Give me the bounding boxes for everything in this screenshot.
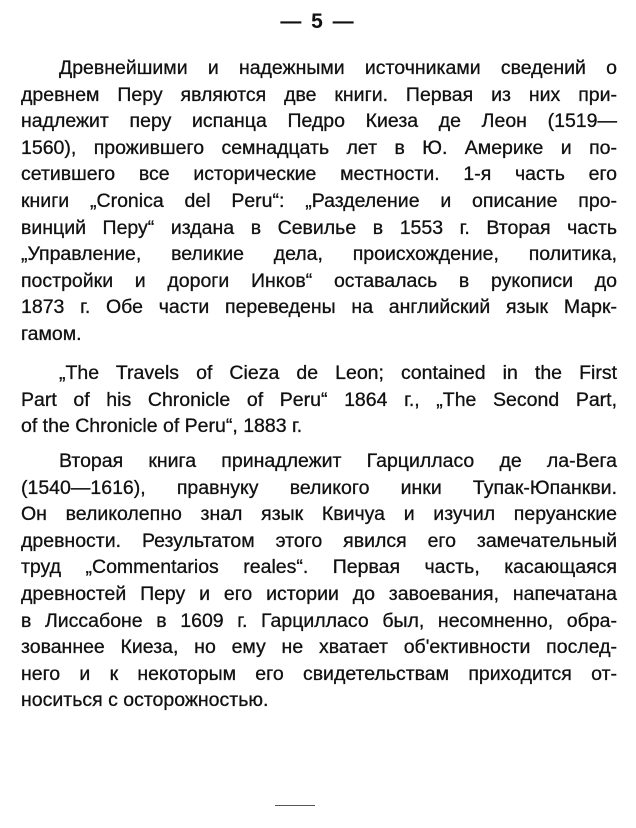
text-line: древностей Перу и его истории до завоевания, напечатана bbox=[21, 582, 617, 605]
text-line: Part of his Chronicle of Peru“ 1864 г., „The Second Part, bbox=[21, 388, 617, 411]
paragraph-english-titles bbox=[21, 360, 617, 440]
text-line: носиться с осторожностью. bbox=[21, 689, 269, 712]
text-line: винций Перу“ издана в Севилье в 1553 г. Вторая часть bbox=[21, 216, 617, 239]
text-line: зованнее Киеза, но ему не хватает об'ективности послед- bbox=[21, 636, 617, 659]
text-line: Он великолепно знал язык Квичуа и изучил перуанские bbox=[21, 503, 617, 526]
text-line: сетившего все исторические местности. 1-я часть его bbox=[21, 163, 617, 186]
text-line: в Лиссабоне в 1609 г. Гарцилласо был, несомненно, обра- bbox=[21, 609, 617, 632]
text-line: (1540—1616), правнуку великого инки Тупак-Юпанкви. bbox=[21, 476, 617, 499]
text-line: Древнейшими и надежными источниками сведений о bbox=[59, 57, 617, 79]
text-line: книги „Cronica del Peru“: „Разделение и описание про- bbox=[21, 189, 617, 212]
text-line: 1873 г. Обе части переведены на английский язык Марк- bbox=[21, 296, 617, 319]
text-line: труд „Commentarios reales“. Первая часть, касающаяся bbox=[21, 556, 617, 579]
text-line: постройки и дороги Инков“ оставалась в рукописи до bbox=[21, 269, 617, 292]
footer-rule bbox=[275, 805, 315, 806]
text-line: надлежит перу испанца Педро Киеза де Леон (1519— bbox=[21, 110, 617, 133]
text-line: „The Travels of Cieza de Leon; contained in the First bbox=[59, 362, 617, 384]
page-number: — 5 — bbox=[280, 10, 356, 33]
text-line: гамом. bbox=[21, 322, 82, 345]
text-line: него и к некоторым его свидетельствам приходится от- bbox=[21, 662, 617, 685]
text-line: древности. Результатом этого явился его замечательный bbox=[21, 529, 617, 552]
text-line: of the Chronicle of Peru“, 1883 г. bbox=[21, 415, 303, 438]
paragraph-sources-intro bbox=[21, 55, 617, 348]
text-line: Вторая книга принадлежит Гарцилласо де ла-Вега bbox=[59, 450, 617, 472]
text-line: „Управление, великие дела, происхождение, политика, bbox=[21, 243, 617, 266]
paragraph-garcilaso bbox=[21, 448, 617, 714]
text-line: древнем Перу являются две книги. Первая из них при- bbox=[21, 83, 617, 106]
text-line: 1560), прожившего семнадцать лет в Ю. Америке и по- bbox=[21, 136, 617, 159]
